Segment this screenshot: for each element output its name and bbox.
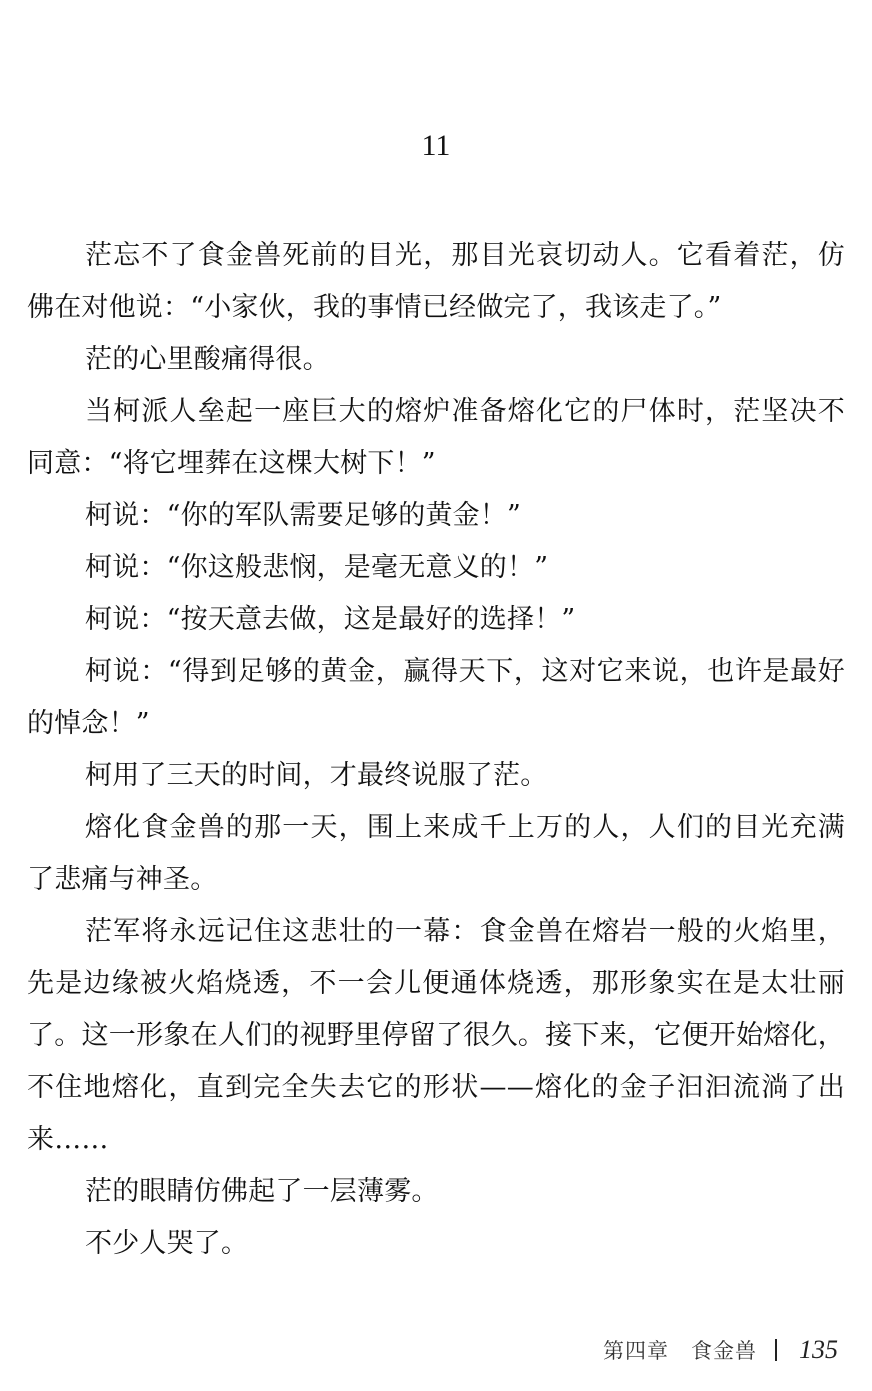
paragraph: 茫的眼睛仿佛起了一层薄雾。	[85, 1176, 439, 1207]
footer-divider	[775, 1339, 777, 1361]
paragraph: 茫忘不了食金兽死前的目光，那目光哀切动人。它看着茫，仿佛在对他说：“小家伙，我的事情已经做完了，我该走了。”	[27, 240, 845, 323]
paragraph: 不少人哭了。	[85, 1228, 249, 1259]
paragraph: 当柯派人垒起一座巨大的熔炉准备熔化它的尸体时，茫坚决不同意：“将它埋葬在这棵大树下！”	[27, 396, 845, 479]
paragraph: 柯用了三天的时间，才最终说服了茫。	[85, 760, 548, 791]
paragraph: 柯说：“你的军队需要足够的黄金！”	[85, 500, 522, 531]
page-footer	[603, 1330, 838, 1370]
paragraph: 柯说：“你这般悲悯，是毫无意义的！”	[85, 552, 549, 583]
chapter-title: 第四章 食金兽	[603, 1339, 757, 1363]
paragraph: 熔化食金兽的那一天，围上来成千上万的人，人们的目光充满了悲痛与神圣。	[27, 812, 845, 895]
paragraph: 茫军将永远记住这悲壮的一幕：食金兽在熔岩一般的火焰里，先是边缘被火焰烧透，不一会儿便通体烧透，那形象实在是太壮丽了。这一形象在人们的视野里停留了很久。接下来，它便开始熔化，不住地熔化，直到完全失去它的形状——熔化的金子汩汩流淌了出来……	[27, 916, 845, 1155]
paragraph: 柯说：“得到足够的黄金，赢得天下，这对它来说，也许是最好的悼念！”	[27, 656, 845, 739]
paragraph: 茫的心里酸痛得很。	[85, 344, 330, 375]
section-number: 11	[421, 129, 451, 162]
paragraph: 柯说：“按天意去做，这是最好的选择！”	[85, 604, 576, 635]
body-text	[27, 230, 845, 1270]
page-number: 135	[799, 1335, 838, 1364]
